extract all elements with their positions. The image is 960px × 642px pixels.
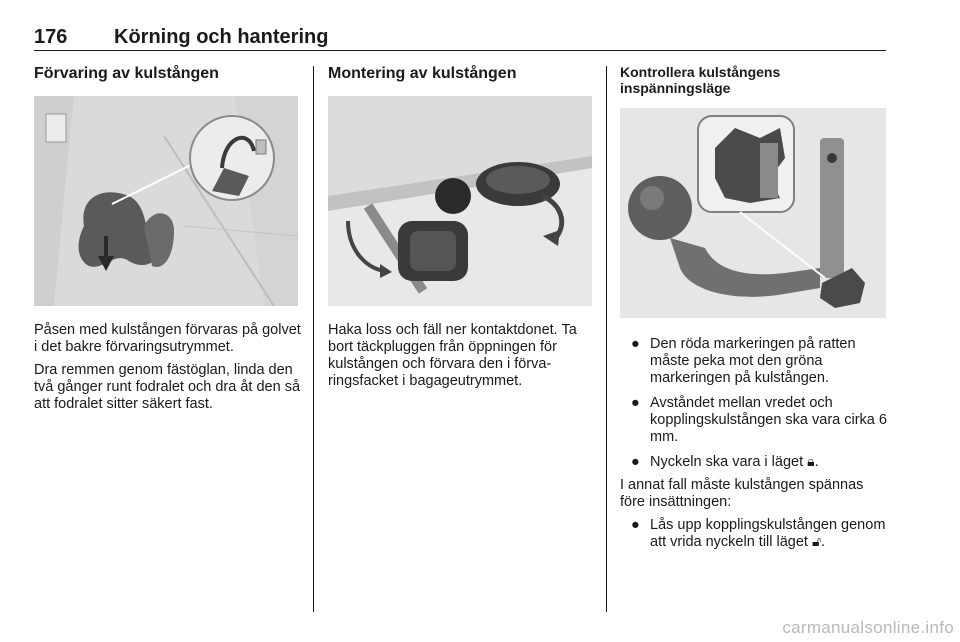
column-divider: [313, 66, 314, 612]
page-header: [34, 26, 886, 51]
column-storage: [34, 64, 300, 84]
mounting-paragraph-1: Haka loss och fäll ner kontaktdonet. Ta bort täckpluggen från öppningen för kulstången och förvara den i förva-ringsfacket i bagageutrymmet.: [328, 322, 577, 389]
section-heading-mounting: Montering av kulstången: [328, 65, 517, 82]
page-number: 176: [34, 26, 68, 48]
illustration-mounting: [328, 96, 592, 306]
check-text: [620, 336, 888, 551]
illustration-check: [620, 108, 886, 318]
bullet-icon: ●: [631, 336, 640, 352]
column-mounting: [328, 64, 592, 84]
list-item: ● Lås upp kopplingskulstången genom att vrida nyckeln till läget 🔓︎.: [631, 517, 886, 550]
unlocked-key-icon: 🔓︎: [812, 534, 822, 550]
list-item: ● Nyckeln ska vara i läget 🔒︎.: [631, 454, 819, 470]
storage-text: [34, 322, 302, 413]
list-item: ● Avståndet mellan vredet och kopplingskulstången ska vara cirka 6 mm.: [631, 395, 887, 445]
storage-paragraph-2: Dra remmen genom fästöglan, linda den två gånger runt fodralet och dra åt den så att fodralet sitter säkert fast.: [34, 362, 301, 412]
check-sub-list: [620, 517, 888, 551]
check-list: [620, 336, 888, 471]
list-item: ● Den röda markeringen på ratten måste peka mot den gröna markeringen på kulstången.: [631, 336, 856, 386]
column-divider: [606, 66, 607, 612]
section-heading-storage: Förvaring av kulstången: [34, 65, 219, 82]
column-check: [620, 64, 886, 96]
bullet-icon: ●: [631, 454, 640, 470]
mounting-text: [328, 322, 592, 390]
watermark: carmanualsonline.info: [782, 618, 954, 637]
storage-paragraph-1: Påsen med kulstången förvaras på golvet i det bakre förvaringsutrymmet.: [34, 322, 301, 355]
chapter-title: Körning och hantering: [114, 26, 329, 48]
bullet-icon: ●: [631, 395, 640, 411]
check-paragraph-else: I annat fall måste kulstången spännas före insättningen:: [620, 477, 864, 510]
bullet-icon: ●: [631, 517, 640, 533]
section-heading-check: Kontrollera kulstångens inspänningsläge: [620, 64, 781, 96]
locked-key-icon: 🔒︎: [807, 454, 815, 470]
illustration-storage: [34, 96, 298, 306]
